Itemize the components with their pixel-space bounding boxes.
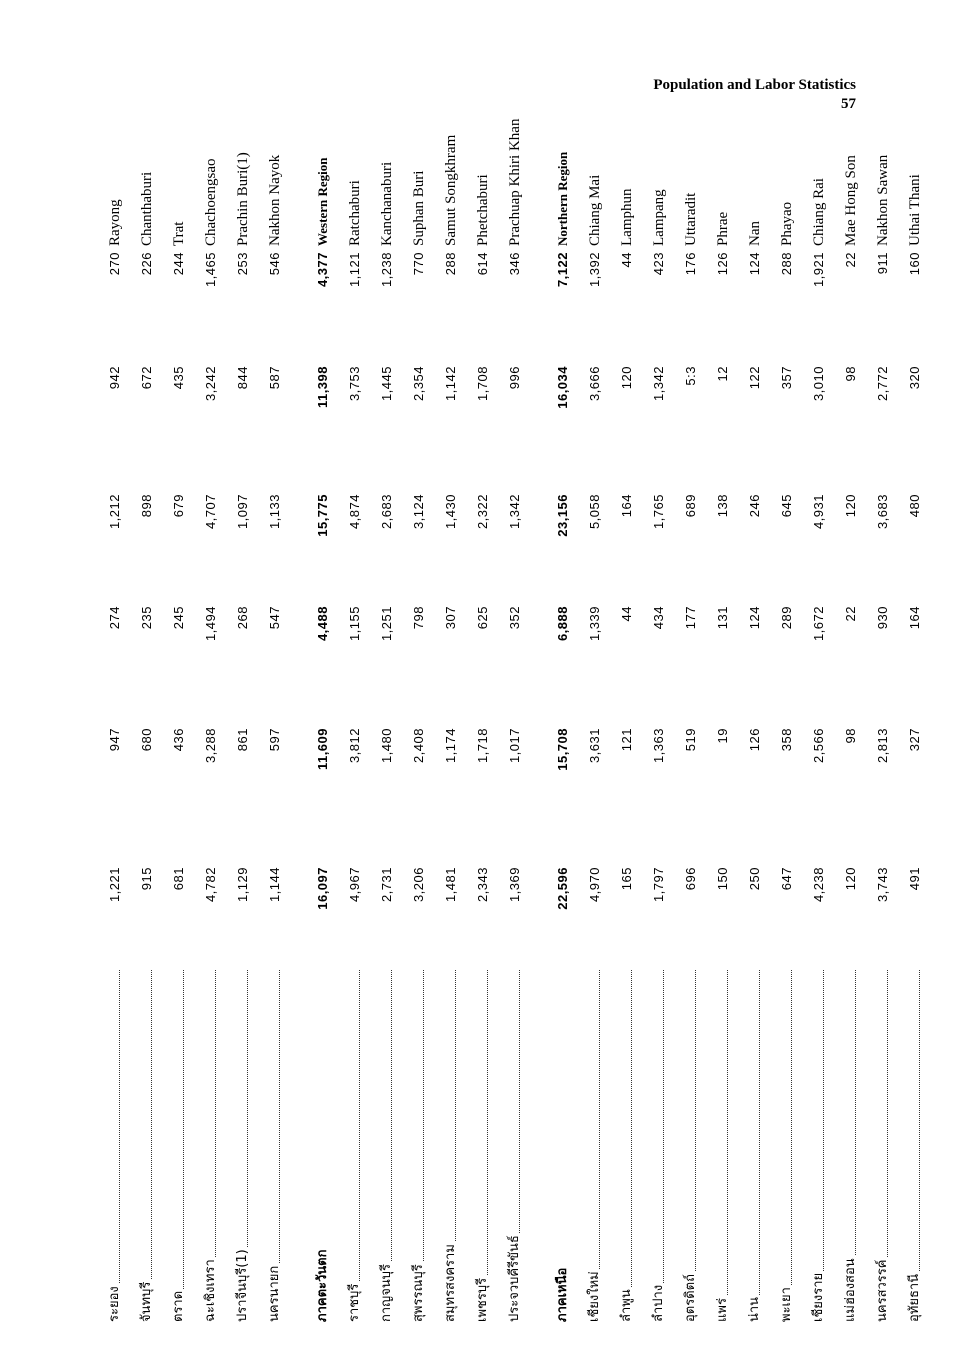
thai-label-text: น่าน bbox=[747, 1296, 762, 1322]
value-cell: 4,488 bbox=[315, 606, 330, 642]
value-cell: 358 bbox=[779, 728, 794, 752]
table-row bbox=[471, 82, 495, 1322]
thai-label-text: สมุทรสงคราม bbox=[443, 1244, 458, 1322]
dot-leader bbox=[359, 970, 360, 1322]
value-cell: 1,121 bbox=[347, 252, 362, 288]
thai-label-text: เชียงใหม่ bbox=[587, 1271, 602, 1322]
english-province-label: Chachoengsao bbox=[203, 158, 219, 246]
thai-label-text: พะเยา bbox=[779, 1287, 794, 1322]
thai-province-label bbox=[583, 966, 607, 1322]
english-province-label: Prachin Buri(1) bbox=[235, 152, 251, 246]
value-cell: 16,034 bbox=[555, 366, 570, 409]
english-province-label: Chiang Mai bbox=[587, 174, 603, 246]
thai-province-label bbox=[135, 966, 159, 1322]
english-province-label: Nakhon Sawan bbox=[875, 154, 891, 246]
table-row bbox=[375, 82, 399, 1322]
value-cell: 3,753 bbox=[347, 366, 362, 402]
value-cell: 131 bbox=[715, 606, 730, 630]
thai-province-label bbox=[743, 966, 767, 1322]
value-cell: 3,631 bbox=[587, 728, 602, 764]
thai-province-label bbox=[199, 966, 223, 1322]
thai-province-label bbox=[871, 966, 895, 1322]
dot-leader bbox=[727, 970, 728, 1322]
value-cell: 327 bbox=[907, 728, 922, 752]
english-province-label: Western Region bbox=[315, 157, 330, 246]
value-cell: 15,775 bbox=[315, 494, 330, 537]
value-cell: 861 bbox=[235, 728, 250, 752]
thai-label-text: ฉะเชิงเทรา bbox=[203, 1259, 218, 1322]
value-cell: 1,251 bbox=[379, 606, 394, 642]
table-row bbox=[103, 82, 127, 1322]
value-cell: 124 bbox=[747, 252, 762, 276]
english-province-label: Uttaradit bbox=[683, 192, 699, 246]
english-province-label: Phrae bbox=[715, 211, 731, 246]
value-cell: 246 bbox=[747, 494, 762, 518]
value-cell: 244 bbox=[171, 252, 186, 276]
value-cell: 126 bbox=[747, 728, 762, 752]
value-cell: 1,672 bbox=[811, 606, 826, 642]
dot-leader bbox=[631, 970, 632, 1322]
value-cell: 11,398 bbox=[315, 366, 330, 409]
value-cell: 1,392 bbox=[587, 252, 602, 288]
table-row bbox=[615, 82, 639, 1322]
thai-label-text: ระยอง bbox=[107, 1286, 122, 1322]
english-province-label: Chanthaburi bbox=[139, 171, 155, 246]
english-province-label: Kanchanaburi bbox=[379, 161, 395, 246]
value-cell: 4,238 bbox=[811, 867, 826, 903]
table-row bbox=[551, 82, 575, 1322]
thai-province-label bbox=[775, 966, 799, 1322]
value-cell: 1,155 bbox=[347, 606, 362, 642]
value-cell: 1,339 bbox=[587, 606, 602, 642]
value-cell: 1,144 bbox=[267, 867, 282, 903]
thai-label-text: ประจวบคีรีขันธ์ bbox=[507, 1235, 522, 1322]
value-cell: 3,812 bbox=[347, 728, 362, 764]
value-cell: 2,731 bbox=[379, 867, 394, 903]
dot-leader bbox=[823, 970, 824, 1322]
value-cell: 2,813 bbox=[875, 728, 890, 764]
value-cell: 942 bbox=[107, 366, 122, 390]
table-row bbox=[439, 82, 463, 1322]
value-cell: 1,708 bbox=[475, 366, 490, 402]
dot-leader bbox=[919, 970, 920, 1322]
thai-province-label bbox=[615, 966, 639, 1322]
value-cell: 2,322 bbox=[475, 494, 490, 530]
value-cell: 2,566 bbox=[811, 728, 826, 764]
value-cell: 160 bbox=[907, 252, 922, 276]
thai-label-text: ลำปาง bbox=[651, 1284, 666, 1322]
value-cell: 346 bbox=[507, 252, 522, 276]
value-cell: 307 bbox=[443, 606, 458, 630]
english-province-label: Nan bbox=[747, 221, 763, 246]
value-cell: 435 bbox=[171, 366, 186, 390]
thai-province-label bbox=[263, 966, 287, 1322]
value-cell: 3,206 bbox=[411, 867, 426, 903]
value-cell: 2,683 bbox=[379, 494, 394, 530]
value-cell: 4,707 bbox=[203, 494, 218, 530]
table-row bbox=[775, 82, 799, 1322]
value-cell: 844 bbox=[235, 366, 250, 390]
value-cell: 911 bbox=[875, 252, 890, 275]
value-cell: 1,017 bbox=[507, 728, 522, 764]
value-cell: 930 bbox=[875, 606, 890, 630]
value-cell: 320 bbox=[907, 366, 922, 390]
value-cell: 138 bbox=[715, 494, 730, 518]
value-cell: 165 bbox=[619, 867, 634, 891]
value-cell: 235 bbox=[139, 606, 154, 630]
value-cell: 1,480 bbox=[379, 728, 394, 764]
table-row bbox=[199, 82, 223, 1322]
value-cell: 2,408 bbox=[411, 728, 426, 764]
english-province-label: Trat bbox=[171, 221, 187, 246]
value-cell: 1,430 bbox=[443, 494, 458, 530]
value-cell: 126 bbox=[715, 252, 730, 276]
table-row bbox=[311, 82, 335, 1322]
thai-label-text: ลำพูน bbox=[619, 1289, 634, 1322]
thai-label-text: สุพรรณบุรี bbox=[411, 1264, 426, 1322]
value-cell: 268 bbox=[235, 606, 250, 630]
dot-leader bbox=[151, 970, 152, 1322]
value-cell: 436 bbox=[171, 728, 186, 752]
value-cell: 22 bbox=[843, 606, 858, 622]
value-cell: 164 bbox=[907, 606, 922, 630]
value-cell: 423 bbox=[651, 252, 666, 276]
thai-label-text: เพชรบุรี bbox=[475, 1277, 490, 1322]
dot-leader bbox=[791, 970, 792, 1322]
english-province-label: Northern Region bbox=[555, 151, 570, 246]
thai-province-label bbox=[439, 966, 463, 1322]
value-cell: 177 bbox=[683, 606, 698, 630]
english-province-label: Samut Songkhram bbox=[443, 134, 459, 246]
table-row bbox=[743, 82, 767, 1322]
dot-leader bbox=[487, 970, 488, 1322]
value-cell: 898 bbox=[139, 494, 154, 518]
value-cell: 4,931 bbox=[811, 494, 826, 530]
value-cell: 3,288 bbox=[203, 728, 218, 764]
value-cell: 4,782 bbox=[203, 867, 218, 903]
value-cell: 226 bbox=[139, 252, 154, 276]
value-cell: 176 bbox=[683, 252, 698, 276]
value-cell: 98 bbox=[843, 366, 858, 382]
table-row bbox=[135, 82, 159, 1322]
value-cell: 11,609 bbox=[315, 728, 330, 771]
thai-label-text: ปราจีนบุรี(1) bbox=[235, 1249, 250, 1322]
thai-label-text: กาญจนบุรี bbox=[379, 1264, 394, 1322]
value-cell: 480 bbox=[907, 494, 922, 518]
english-province-label: Suphan Buri bbox=[411, 170, 427, 246]
english-province-label: Nakhon Nayok bbox=[267, 154, 283, 246]
table-row bbox=[503, 82, 527, 1322]
table-row bbox=[263, 82, 287, 1322]
value-cell: 587 bbox=[267, 366, 282, 390]
value-cell: 19 bbox=[715, 728, 730, 744]
value-cell: 4,377 bbox=[315, 252, 330, 288]
value-cell: 12 bbox=[715, 366, 730, 382]
value-cell: 546 bbox=[267, 252, 282, 276]
thai-province-label bbox=[647, 966, 671, 1322]
thai-province-label bbox=[471, 966, 495, 1322]
value-cell: 16,097 bbox=[315, 867, 330, 910]
thai-province-label bbox=[231, 966, 255, 1322]
table-row bbox=[711, 82, 735, 1322]
thai-label-text: อุทัยธานี bbox=[907, 1273, 922, 1322]
thai-province-label bbox=[551, 966, 575, 1322]
english-province-label: Lamphun bbox=[619, 188, 635, 246]
value-cell: 1,718 bbox=[475, 728, 490, 764]
value-cell: 250 bbox=[747, 867, 762, 891]
thai-province-label bbox=[711, 966, 735, 1322]
thai-label-text: จันทบุรี bbox=[139, 1281, 154, 1322]
value-cell: 1,129 bbox=[235, 867, 250, 903]
value-cell: 4,970 bbox=[587, 867, 602, 903]
value-cell: 1,921 bbox=[811, 252, 826, 288]
value-cell: 150 bbox=[715, 867, 730, 891]
thai-label-text: แม่ฮ่องสอน bbox=[843, 1258, 858, 1322]
page-number: 57 bbox=[841, 96, 856, 112]
value-cell: 2,772 bbox=[875, 366, 890, 402]
value-cell: 1,363 bbox=[651, 728, 666, 764]
value-cell: 679 bbox=[171, 494, 186, 518]
value-cell: 5,058 bbox=[587, 494, 602, 530]
value-cell: 1,342 bbox=[507, 494, 522, 530]
dot-leader bbox=[695, 970, 696, 1322]
value-cell: 680 bbox=[139, 728, 154, 752]
table-row bbox=[167, 82, 191, 1322]
thai-label-text: อุตรดิตถ์ bbox=[683, 1274, 698, 1322]
value-cell: 352 bbox=[507, 606, 522, 630]
table-row bbox=[807, 82, 831, 1322]
value-cell: 288 bbox=[443, 252, 458, 276]
english-province-label: Rayong bbox=[107, 199, 123, 246]
value-cell: 23,156 bbox=[555, 494, 570, 537]
value-cell: 1,133 bbox=[267, 494, 282, 530]
english-province-label: Chiang Rai bbox=[811, 178, 827, 246]
value-cell: 1,097 bbox=[235, 494, 250, 530]
english-province-label: Phayao bbox=[779, 201, 795, 246]
thai-province-label bbox=[167, 966, 191, 1322]
value-cell: 947 bbox=[107, 728, 122, 752]
header-title: Population and Labor Statistics bbox=[653, 77, 856, 93]
value-cell: 1,342 bbox=[651, 366, 666, 402]
value-cell: 124 bbox=[747, 606, 762, 630]
value-cell: 689 bbox=[683, 494, 698, 518]
table-row bbox=[407, 82, 431, 1322]
thai-province-label bbox=[903, 966, 927, 1322]
value-cell: 6,888 bbox=[555, 606, 570, 642]
value-cell: 2,354 bbox=[411, 366, 426, 402]
value-cell: 3,666 bbox=[587, 366, 602, 402]
table-row bbox=[871, 82, 895, 1322]
thai-label-text: นครนายก bbox=[267, 1265, 282, 1322]
value-cell: 274 bbox=[107, 606, 122, 630]
value-cell: 120 bbox=[843, 494, 858, 518]
value-cell: 121 bbox=[619, 728, 634, 752]
thai-label-text: ราชบุรี bbox=[347, 1283, 362, 1322]
table-row bbox=[231, 82, 255, 1322]
value-cell: 288 bbox=[779, 252, 794, 276]
thai-province-label bbox=[343, 966, 367, 1322]
value-cell: 1,221 bbox=[107, 867, 122, 903]
value-cell: 7,122 bbox=[555, 252, 570, 288]
table-row bbox=[903, 82, 927, 1322]
value-cell: 253 bbox=[235, 252, 250, 276]
value-cell: 270 bbox=[107, 252, 122, 276]
english-province-label: Mae Hong Son bbox=[843, 155, 859, 246]
value-cell: 915 bbox=[139, 867, 154, 891]
thai-label-text: ภาคตะวันตก bbox=[315, 1249, 330, 1322]
value-cell: 4,874 bbox=[347, 494, 362, 530]
thai-label-text: ตราด bbox=[171, 1290, 186, 1322]
value-cell: 3,683 bbox=[875, 494, 890, 530]
value-cell: 2,343 bbox=[475, 867, 490, 903]
statistics-table bbox=[98, 82, 923, 1322]
thai-label-text: เชียงราย bbox=[811, 1272, 826, 1322]
value-cell: 672 bbox=[139, 366, 154, 390]
table-row bbox=[343, 82, 367, 1322]
value-cell: 22,596 bbox=[555, 867, 570, 910]
thai-province-label bbox=[375, 966, 399, 1322]
english-province-label: Lampang bbox=[651, 189, 667, 246]
value-cell: 681 bbox=[171, 867, 186, 891]
english-province-label: Uthai Thani bbox=[907, 174, 923, 246]
value-cell: 625 bbox=[475, 606, 490, 630]
thai-province-label bbox=[839, 966, 863, 1322]
value-cell: 434 bbox=[651, 606, 666, 630]
value-cell: 1,369 bbox=[507, 867, 522, 903]
value-cell: 3,743 bbox=[875, 867, 890, 903]
value-cell: 3,242 bbox=[203, 366, 218, 402]
value-cell: 289 bbox=[779, 606, 794, 630]
value-cell: 122 bbox=[747, 366, 762, 390]
value-cell: 1,142 bbox=[443, 366, 458, 402]
value-cell: 3,124 bbox=[411, 494, 426, 530]
value-cell: 22 bbox=[843, 252, 858, 268]
thai-province-label bbox=[407, 966, 431, 1322]
thai-province-label bbox=[311, 966, 335, 1322]
dot-leader bbox=[663, 970, 664, 1322]
value-cell: 1,765 bbox=[651, 494, 666, 530]
value-cell: 3,010 bbox=[811, 366, 826, 402]
value-cell: 1,238 bbox=[379, 252, 394, 288]
value-cell: 1,465 bbox=[203, 252, 218, 288]
english-province-label: Ratchaburi bbox=[347, 180, 363, 246]
value-cell: 647 bbox=[779, 867, 794, 891]
value-cell: 996 bbox=[507, 366, 522, 390]
thai-province-label bbox=[503, 966, 527, 1322]
value-cell: 15,708 bbox=[555, 728, 570, 771]
value-cell: 798 bbox=[411, 606, 426, 630]
value-cell: 1,445 bbox=[379, 366, 394, 402]
value-cell: 1,797 bbox=[651, 867, 666, 903]
value-cell: 1,481 bbox=[443, 867, 458, 903]
value-cell: 164 bbox=[619, 494, 634, 518]
value-cell: 120 bbox=[619, 366, 634, 390]
value-cell: 98 bbox=[843, 728, 858, 744]
dot-leader bbox=[183, 970, 184, 1322]
value-cell: 547 bbox=[267, 606, 282, 630]
value-cell: 1,494 bbox=[203, 606, 218, 642]
english-province-label: Prachuap Khiri Khan bbox=[507, 118, 523, 246]
value-cell: 44 bbox=[619, 606, 634, 622]
value-cell: 44 bbox=[619, 252, 634, 268]
value-cell: 491 bbox=[907, 867, 922, 891]
value-cell: 1,212 bbox=[107, 494, 122, 530]
dot-leader bbox=[759, 970, 760, 1322]
dot-leader bbox=[119, 970, 120, 1322]
thai-label-text: แพร่ bbox=[715, 1298, 730, 1322]
table-row bbox=[839, 82, 863, 1322]
table-row bbox=[647, 82, 671, 1322]
value-cell: 1,174 bbox=[443, 728, 458, 764]
value-cell: 696 bbox=[683, 867, 698, 891]
table-row bbox=[679, 82, 703, 1322]
table-row bbox=[583, 82, 607, 1322]
value-cell: 614 bbox=[475, 252, 490, 276]
value-cell: 770 bbox=[411, 252, 426, 276]
value-cell: 645 bbox=[779, 494, 794, 518]
value-cell: 5:3 bbox=[683, 366, 698, 386]
thai-province-label bbox=[807, 966, 831, 1322]
value-cell: 357 bbox=[779, 366, 794, 390]
value-cell: 120 bbox=[843, 867, 858, 891]
thai-label-text: นครสวรรค์ bbox=[875, 1259, 890, 1322]
value-cell: 245 bbox=[171, 606, 186, 630]
english-province-label: Phetchaburi bbox=[475, 174, 491, 246]
value-cell: 597 bbox=[267, 728, 282, 752]
value-cell: 519 bbox=[683, 728, 698, 752]
value-cell: 4,967 bbox=[347, 867, 362, 903]
thai-label-text: ภาคเหนือ bbox=[555, 1267, 570, 1322]
thai-province-label bbox=[103, 966, 127, 1322]
thai-province-label bbox=[679, 966, 703, 1322]
